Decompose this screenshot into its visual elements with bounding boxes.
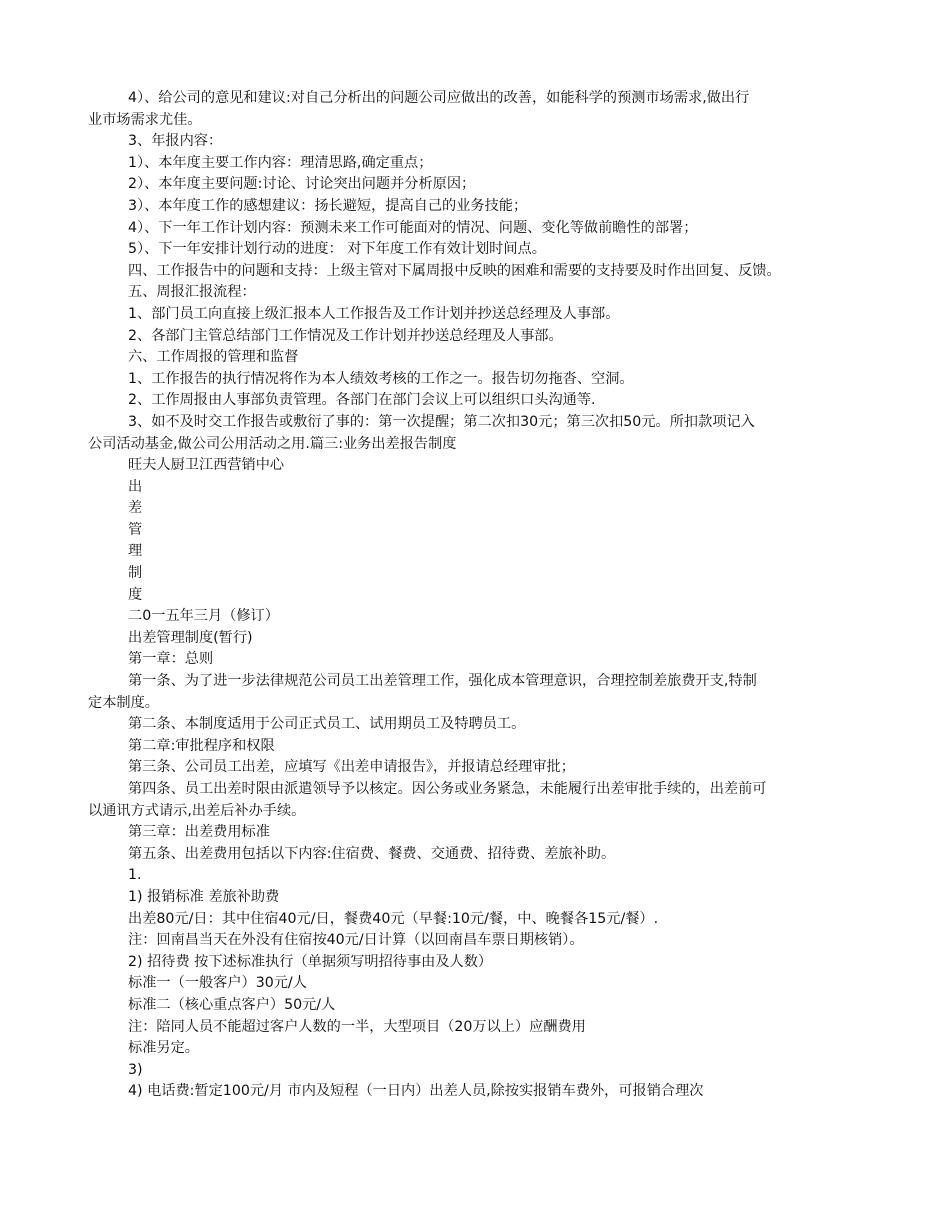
text-line: 制 (128, 565, 143, 582)
text-line: 1、部门员工向直接上级汇报本人工作报告及工作计划并抄送总经理及人事部。 (128, 305, 620, 322)
text-line: 2) 招待费 按下述标准执行（单据须写明招待事由及人数） (128, 953, 493, 970)
text-line: 第一条、为了进一步法律规范公司员工出差管理工作，强化成本管理意识，合理控制差旅费开支,特制 (128, 673, 757, 690)
text-line: 4) 电话费:暂定100元/月 市内及短程（一日内）出差人员,除按实报销车费外，可报销合理次 (128, 1083, 704, 1100)
text-line: 业市场需求尤佳。 (88, 111, 202, 128)
text-line: 公司活动基金,做公司公用活动之用.篇三:业务出差报告制度 (88, 435, 457, 452)
text-line: 第二章:审批程序和权限 (128, 737, 275, 754)
text-line: 1）、本年度主要工作内容：理清思路,确定重点； (128, 154, 433, 171)
text-line: 2）、本年度主要问题:讨论、讨论突出问题并分析原因； (128, 176, 476, 193)
text-line: 第三章：出差费用标准 (128, 824, 270, 841)
text-line: 第三条、公司员工出差，应填写《出差申请报告》，并报请总经理审批； (128, 759, 575, 776)
text-line: 标准一（一般客户）30元/人 (128, 975, 307, 992)
text-line: 出 (128, 478, 143, 495)
text-line: 3、年报内容： (128, 133, 223, 150)
text-line: 3、如不及时交工作报告或敷衍了事的：第一次提醒；第二次扣30元；第三次扣50元。所扣款项记入 (128, 413, 755, 430)
text-line: 旺夫人厨卫江西营销中心 (128, 457, 285, 474)
text-line: 二0一五年三月（修订） (128, 608, 279, 625)
text-line: 出差管理制度(暂行) (128, 629, 253, 646)
text-line: 度 (128, 586, 143, 603)
text-line: 3）、本年度工作的感想建议：扬长避短，提高自己的业务技能； (128, 197, 528, 214)
text-line: 出差80元/日：其中住宿40元/日，餐费40元（早餐:10元/餐，中、晚餐各15元/餐）. (128, 910, 659, 927)
text-line: 第二条、本制度适用于公司正式员工、试用期员工及特聘员工。 (128, 716, 526, 733)
text-line: 第一章：总则 (128, 651, 214, 668)
text-line: 1、工作报告的执行情况将作为本人绩效考核的工作之一。报告切勿拖沓、空洞。 (128, 370, 634, 387)
text-line: 2、工作周报由人事部负责管理。各部门在部门会议上可以组织口头沟通等. (128, 392, 596, 409)
text-line: 标准另定。 (128, 1040, 199, 1057)
text-line: 四、工作报告中的问题和支持：上级主管对下属周报中反映的困难和需要的支持要及时作出回复、反馈。 (128, 262, 781, 279)
text-line: 5）、下一年安排计划行动的进度： 对下年度工作有效计划时间点。 (128, 241, 546, 258)
text-line: 以通讯方式请示,出差后补办手续。 (88, 802, 306, 819)
text-line: 理 (128, 543, 143, 560)
text-line: 六、工作周报的管理和监督 (128, 349, 299, 366)
text-line: 五、周报汇报流程： (128, 284, 256, 301)
text-line: 3) (128, 1061, 143, 1078)
text-line: 定本制度。 (88, 694, 159, 711)
text-line: 注：陪同人员不能超过客户人数的一半，大型项目（20万以上）应酬费用 (128, 1018, 586, 1035)
text-line: 2、各部门主管总结部门工作情况及工作计划并抄送总经理及人事部。 (128, 327, 563, 344)
text-line: 差 (128, 500, 143, 517)
text-line: 1) 报销标准 差旅补助费 (128, 888, 280, 905)
text-line: 标准二（核心重点客户）50元/人 (128, 996, 336, 1013)
text-line: 1. (128, 867, 142, 884)
text-line: 注：回南昌当天在外没有住宿按40元/日计算（以回南昌车票日期核销）。 (128, 932, 584, 949)
text-line: 4）、下一年工作计划内容：预测未来工作可能面对的情况、问题、变化等做前瞻性的部署； (128, 219, 698, 236)
text-line: 管 (128, 521, 143, 538)
document-page (88, 88, 873, 1103)
text-line: 第五条、出差费用包括以下内容:住宿费、餐费、交通费、招待费、差旅补助。 (128, 845, 616, 862)
text-line: 第四条、员工出差时限由派遣领导予以核定。因公务或业务紧急，未能履行出差审批手续的，出差前可 (128, 781, 767, 797)
text-line: 4）、给公司的意见和建议:对自己分析出的问题公司应做出的改善，如能科学的预测市场需求,做出行 (128, 90, 750, 106)
